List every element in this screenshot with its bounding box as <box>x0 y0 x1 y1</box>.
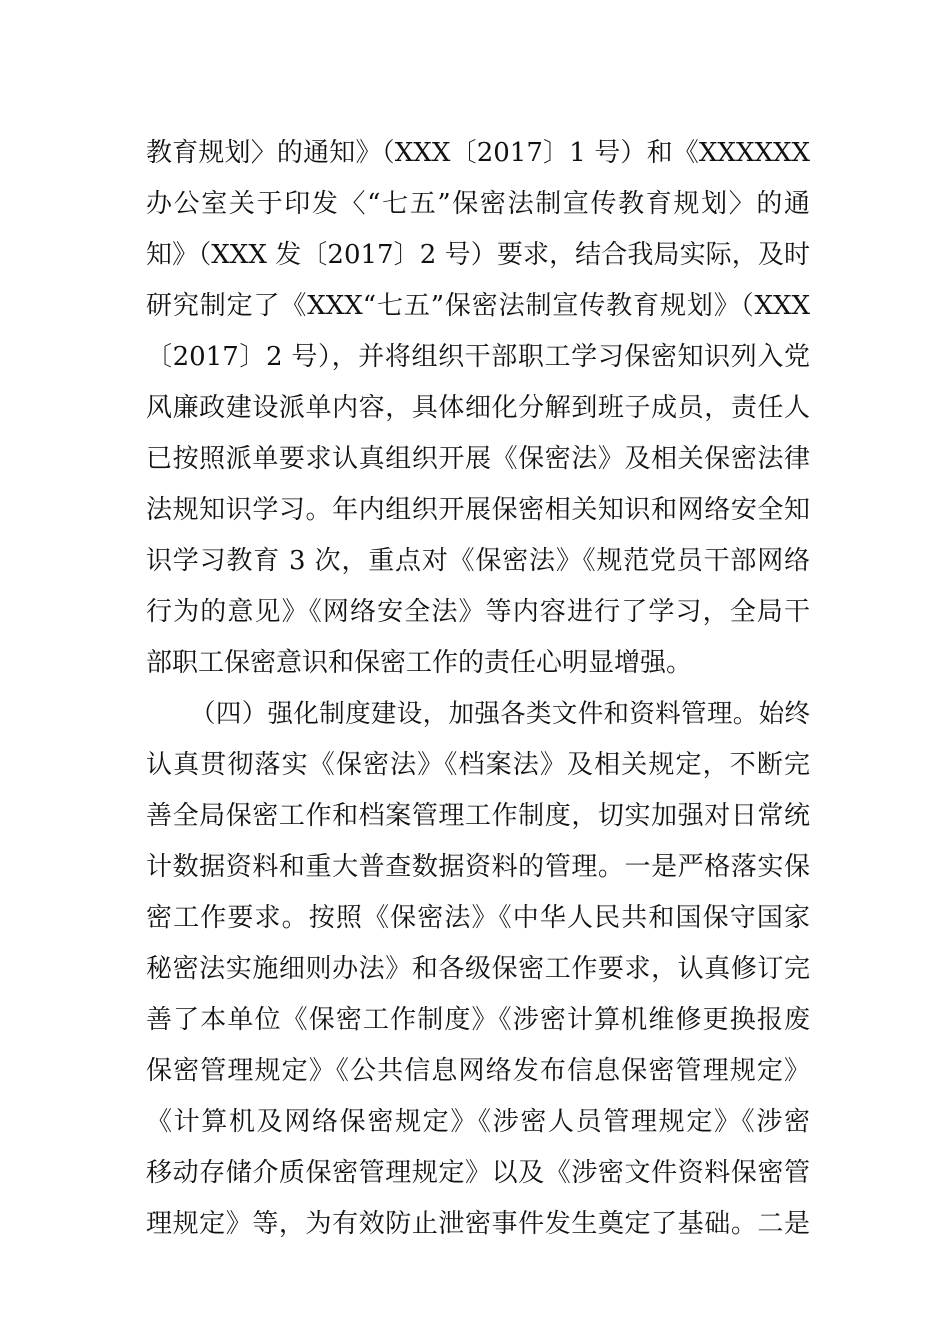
text-line: 认真贯彻落实《保密法》《档案法》及相关规定，不断完 <box>146 750 810 780</box>
text-line: 办公室关于印发〈“七五”保密法制宣传教育规划〉的通 <box>146 189 810 219</box>
text-line: 理规定》等，为有效防止泄密事件发生奠定了基础。二是 <box>146 1209 810 1239</box>
text-line: 善了本单位《保密工作制度》《涉密计算机维修更换报废 <box>146 1005 810 1035</box>
text-line: 部职工保密意识和保密工作的责任心明显增强。 <box>146 648 693 678</box>
body-text <box>146 128 810 1250</box>
paragraph-start-line: （四）强化制度建设，加强各类文件和资料管理。始终 <box>190 699 810 729</box>
text-line: 风廉政建设派单内容，具体细化分解到班子成员，责任人 <box>146 393 810 423</box>
text-line: 行为的意见》《网络安全法》等内容进行了学习，全局干 <box>146 597 810 627</box>
text-line: 密工作要求。按照《保密法》《中华人民共和国保守国家 <box>146 903 810 933</box>
text-line: 研究制定了《XXX“七五”保密法制宣传教育规划》（XXX <box>146 291 810 321</box>
text-line: 教育规划〉的通知》（XXX〔2017〕1 号）和《XXXXXX <box>146 138 810 168</box>
text-line: 知》（XXX 发〔2017〕2 号）要求，结合我局实际，及时 <box>146 240 810 270</box>
text-line: 《计算机及网络保密规定》《涉密人员管理规定》《涉密 <box>146 1107 810 1137</box>
text-line: 已按照派单要求认真组织开展《保密法》及相关保密法律 <box>146 444 810 474</box>
text-line: 〔2017〕2 号），并将组织干部职工学习保密知识列入党 <box>146 342 810 372</box>
text-line: 计数据资料和重大普查数据资料的管理。一是严格落实保 <box>146 852 810 882</box>
text-line: 法规知识学习。年内组织开展保密相关知识和网络安全知 <box>146 495 810 525</box>
text-line: 移动存储介质保密管理规定》以及《涉密文件资料保密管 <box>146 1158 810 1188</box>
text-line: 识学习教育 3 次，重点对《保密法》《规范党员干部网络 <box>146 546 810 576</box>
text-line: 秘密法实施细则办法》和各级保密工作要求，认真修订完 <box>146 954 810 984</box>
text-line: 善全局保密工作和档案管理工作制度，切实加强对日常统 <box>146 801 810 831</box>
text-line: 保密管理规定》《公共信息网络发布信息保密管理规定》 <box>146 1056 810 1086</box>
